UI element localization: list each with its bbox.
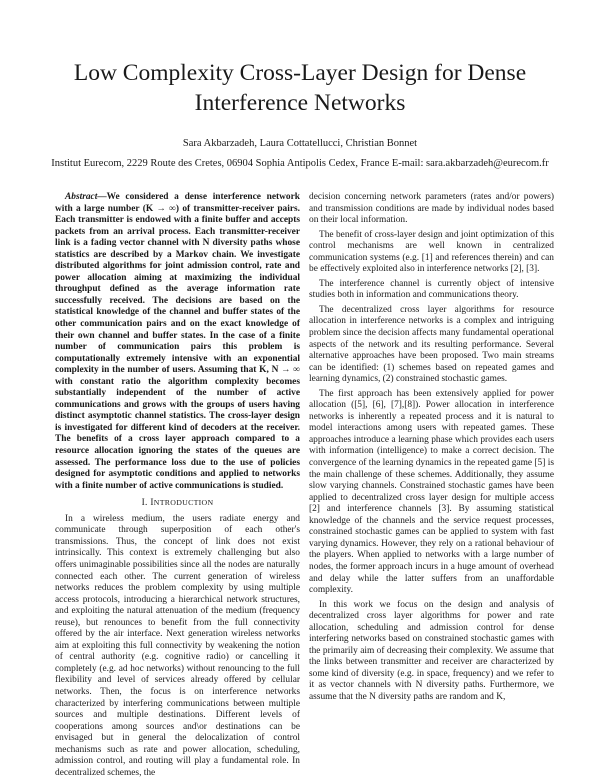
section-heading-introduction	[55, 497, 300, 510]
body-paragraph: The interference channel is currently object of intensive studies both in information and communications theory.	[309, 278, 554, 301]
affiliation-line: Institut Eurecom, 2229 Route des Cretes, 06904 Sophia Antipolis Cedex, France E-mail: sara.akbarzadeh@eurecom.fr	[51, 158, 549, 169]
paper-title-line-2: Interference Networks	[194, 90, 406, 116]
body-paragraph: The first approach has been extensively applied for power allocation ([5], [6], [7],[8]). Power allocation in interference networks is inherently a repeated process and it is natural to model interactions among users with repeated games. These approaches introduce a learning phase which provides each users with information (intelligence) to make a correct decision. The convergence of the learning dynamics in the repeated game [5] is the main challenge of these schemes. Additionally, they assume slow varying channels. Constrained stochastic games have been applied to decentralized cross layer design for multiple access [2] and interference channels [3]. By assuming statistical knowledge of the channels and the service request processes, constrained stochastic games can be applied to system with fast varying dynamics. However, they rely on a rational behaviour of the players. When applied to networks with a large number of nodes, the former approach incurs in a huge amount of overhead and delay while the latter suffers from an unaffordable complexity.	[309, 388, 554, 596]
body-paragraph: The decentralized cross layer algorithms for resource allocation in interference networks is a complex and intriguing problem since the decision affects many fundamental operational aspects of the network and its resulting performance. Several alternative approaches have been proposed. Two main streams can be identified: (1) schemes based on repeated games and learning dynamics, (2) constrained stochastic games.	[309, 304, 554, 385]
abstract-text: —We considered a dense interference network with a large number (K → ∞) of transmitter-receiver pairs. Each transmitter is endowed with a finite buffer and accepts packets from an arrival process. Each transmitter-receiver link is a fading vector channel with N diversity paths whose statistics are described by a Markov chain. We investigate distributed algorithms for joint admission control, rate and power allocation aiming at maximizing the individual throughput defined as the average information rate successfully received. The decisions are based on the statistical knowledge of the channel and buffer states of the other communication pairs and on the exact knowledge of their own channel and buffer states. In the case of a finite number of communication pairs this problem is computationally extremely intensive with an exponential complexity in the number of users. Assuming that K, N → ∞ with constant ratio the algorithm complexity becomes substantially independent of the number of active communications and grows with the groups of users having distinct asymptotic channel statistics. The cross-layer design is investigated for different kind of decoders at the receiver. The benefits of a cross layer approach compared to a resource allocation ignoring the states of the queues are assessed. The performance loss due to the use of policies designed for asymptotic conditions and applied to networks with a finite number of active communications is studied.	[55, 192, 300, 491]
body-paragraph: In this work we focus on the design and analysis of decentralized cross layer algorithms for power and rate allocation, scheduling and admission control for dense interfering networks based on constrained stochastic games with the primarily aim of decreasing their complexity. We assume that the links between transmitter and receiver are characterized by some kind of diversity (e.g. in space, frequency) and we refer to it as vector channels with N diversity paths. Furthermore, we assume that the N diversity paths are random and K,	[309, 599, 554, 702]
body-paragraph: In a wireless medium, the users radiate energy and communicate through superposition of each other's transmissions. Thus, the concept of link does not exist intrinsically. This context is extremely challenging but also offers unimaginable possibilities since all the nodes are naturally connected each other. The current generation of wireless networks reduces the problem complexity by using multiple access protocols, introducing a hierarchical network structures, and exploiting the natural attenuation of the medium (frequency reuse), but renounces to benefit from the full connectivity offered by the air interface. Next generation wireless networks aim at exploiting this full connectivity by weakening the notion of central authority (e.g. cognitive radio) or cancelling it completely (e.g. ad hoc networks) without renouncing to the full flexibility and level of services already offered by cellular networks. Then, the focus is on interference networks characterized by interfering communications between multiple sources and multiple destinations. Different levels of cooperations among sources and\or destinations can be envisaged but in general the delocalization of control mechanisms such as rate and power allocation, scheduling, admission control, and routing will play a fundamental role. In decentralized schemes, the	[55, 513, 300, 778]
section-title-initial: I	[150, 498, 154, 509]
abstract-label: Abstract	[65, 192, 98, 202]
paper-title-line-1: Low Complexity Cross-Layer Design for Dense	[73, 60, 527, 86]
paper-title	[40, 58, 560, 118]
section-title-rest: NTRODUCTION	[153, 498, 214, 508]
author-list: Sara Akbarzadeh, Laura Cottatellucci, Christian Bonnet	[182, 138, 418, 149]
right-column	[309, 192, 554, 704]
section-numeral: I.	[141, 498, 148, 509]
abstract-paragraph	[55, 192, 300, 492]
left-column	[55, 192, 300, 779]
body-paragraph: decision concerning network parameters (rates and/or powers) and transmission conditions are made by individual nodes based on their local information.	[309, 192, 554, 226]
body-paragraph: The benefit of cross-layer design and joint optimization of this control mechanisms are well known in centralized communication systems (e.g. [1] and references therein) and can be effectively exploited also in interference networks [2], [3].	[309, 229, 554, 275]
